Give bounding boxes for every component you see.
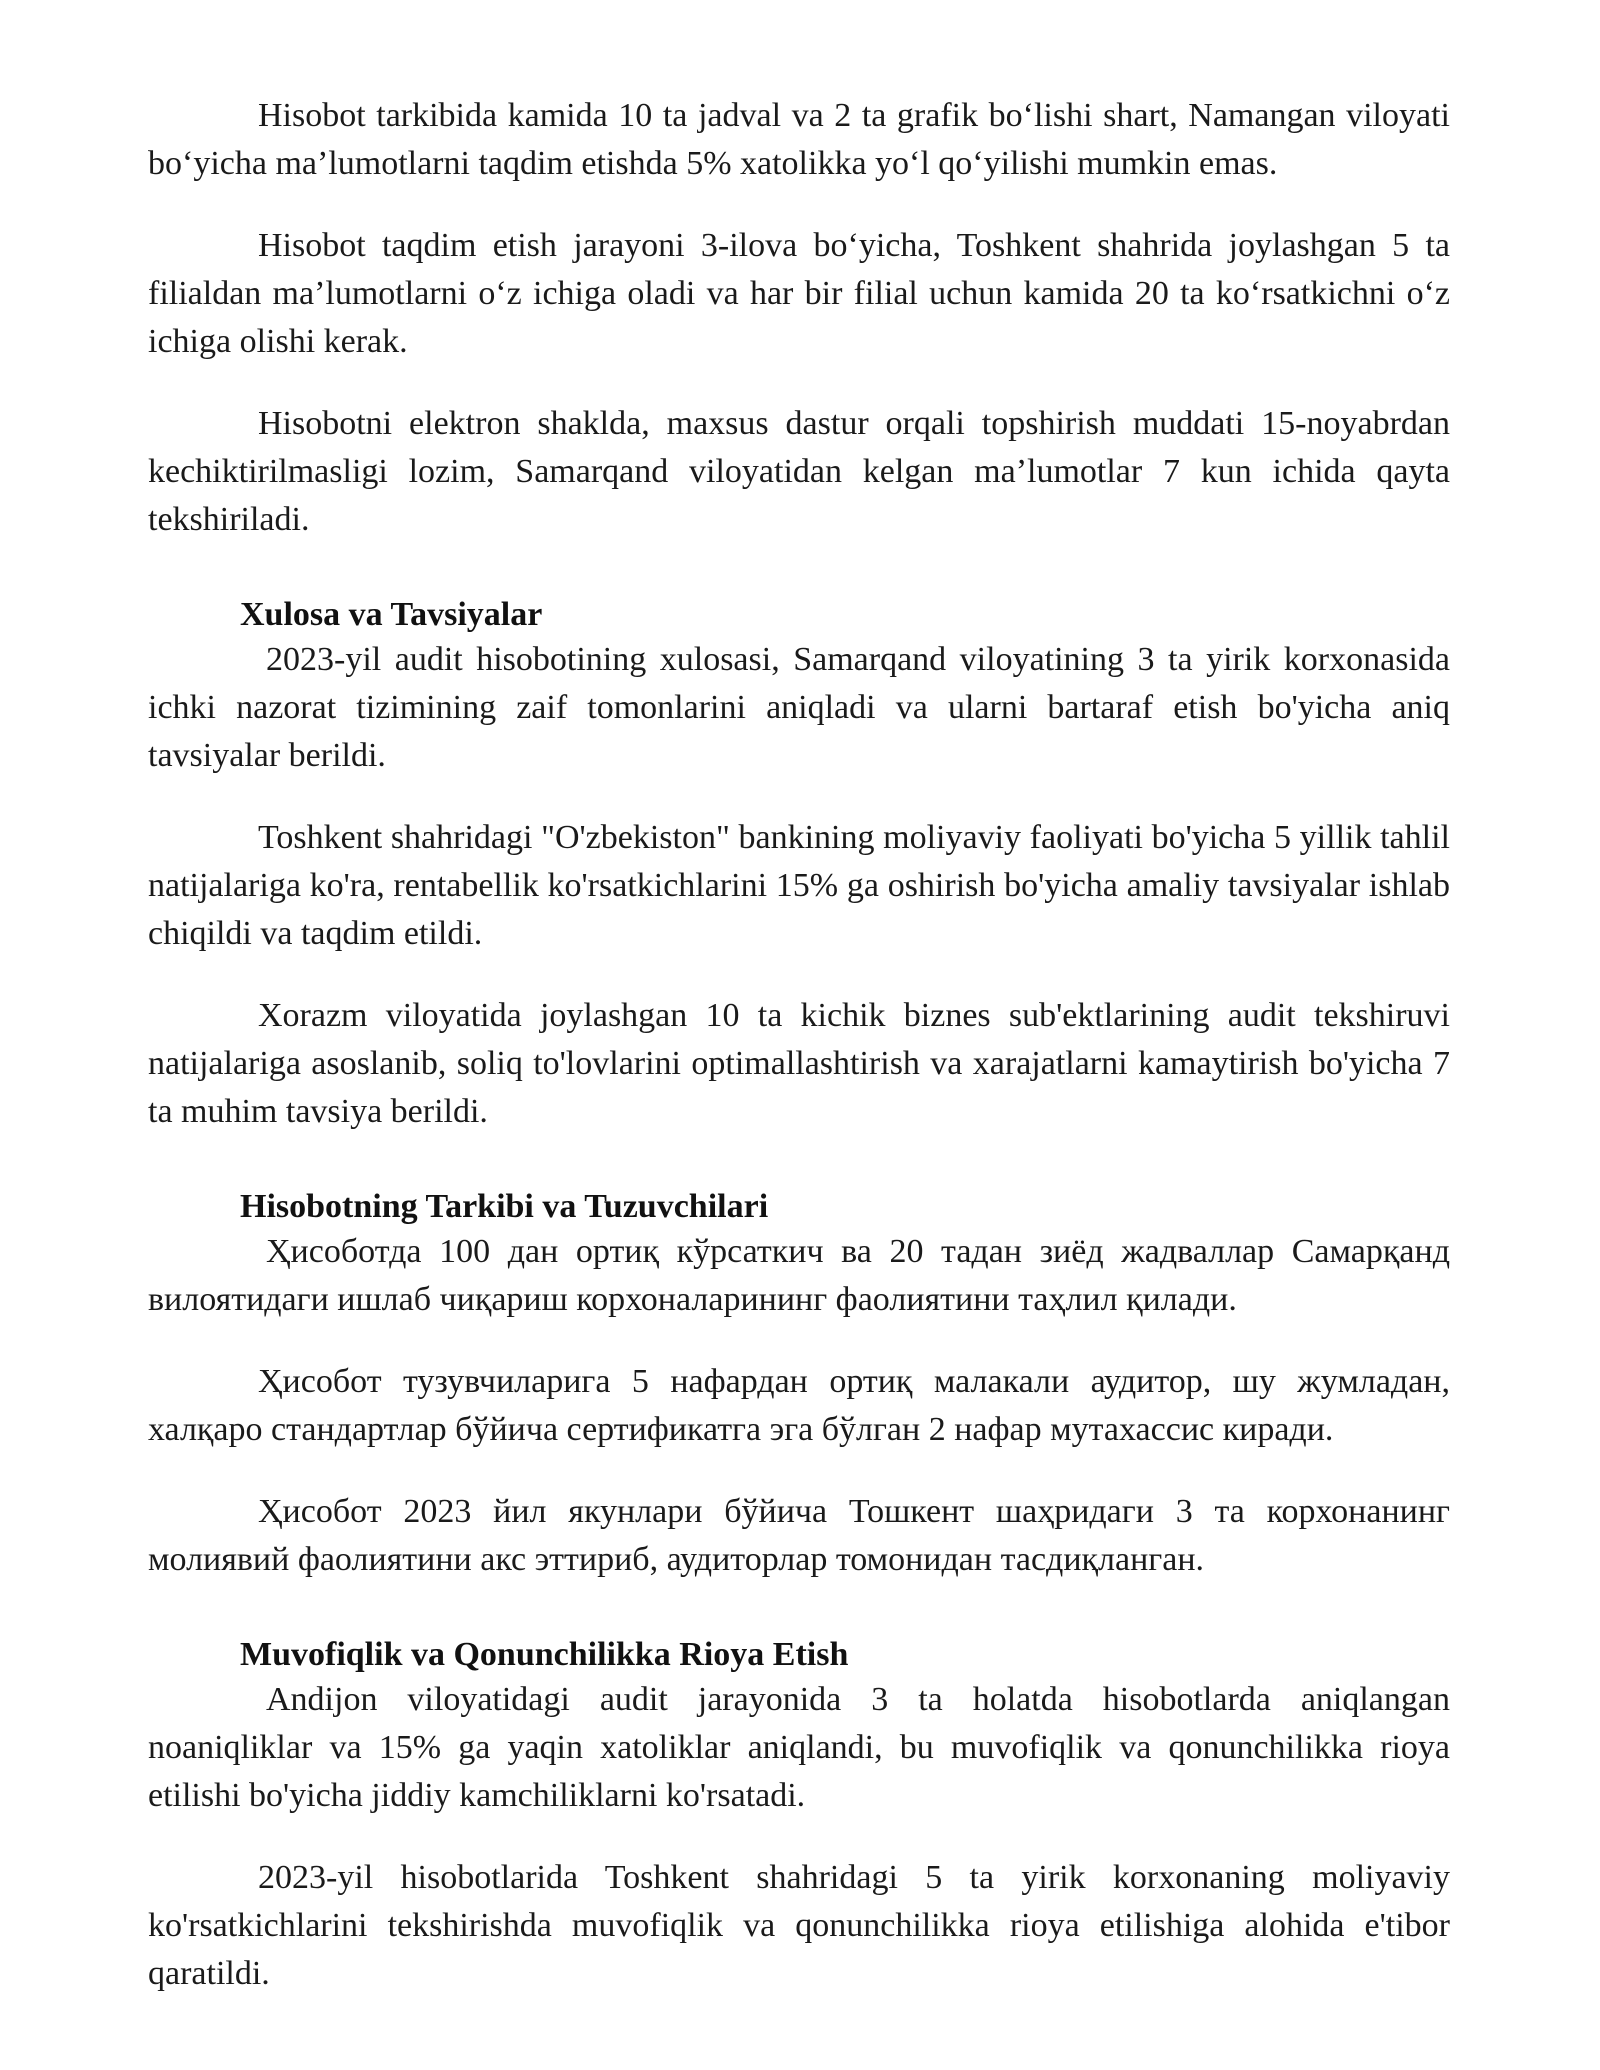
conclusions-paragraph-2: Toshkent shahridagi "O'zbekiston" bankining moliyaviy faoliyati bo'yicha 5 yillik tahlil natijalariga ko'ra, rentabellik ko'rsatkichlarini 15% ga oshirish bo'yicha amaliy tavsiyalar ishlab chiqildi va taqdim etildi. xyxy=(148,819,1450,952)
conclusions-paragraph-1: 2023-yil audit hisobotining xulosasi, Samarqand viloyatining 3 ta yirik korxonasida ichki nazorat tizimining zaif tomonlarini aniqladi va ularni bartaraf etish bo'yicha aniq tavsiyalar berildi. xyxy=(148,641,1450,774)
section-heading-compliance: Muvofiqlik va Qonunchilikka Rioya Etish xyxy=(240,1636,849,1673)
intro-paragraph-1: Hisobot tarkibida kamida 10 ta jadval va 2 ta grafik bo‘lishi shart, Namangan viloyati bo‘yicha ma’lumotlarni taqdim etishda 5% xatolikka yo‘l qo‘yilishi mumkin emas. xyxy=(148,97,1450,182)
intro-paragraph-2: Hisobot taqdim etish jarayoni 3-ilova bo‘yicha, Toshkent shahrida joylashgan 5 ta filialdan ma’lumotlarni o‘z ichiga oladi va har bir filial uchun kamida 20 ta ko‘rsatkichni o‘z ichiga olishi kerak. xyxy=(148,227,1450,360)
document-body xyxy=(148,92,1450,2032)
structure-paragraph-1: Ҳисоботда 100 дан ортиқ кўрсаткич ва 20 тадан зиёд жадваллар Самарқанд вилоятидаги ишлаб чиқариш корхоналарининг фаолиятини таҳлил қилади. xyxy=(148,1233,1450,1318)
section-heading-structure: Hisobotning Tarkibi va Tuzuvchilari xyxy=(240,1188,769,1225)
structure-paragraph-3: Ҳисобот 2023 йил якунлари бўйича Тошкент шаҳридаги 3 та корхонанинг молиявий фаолиятини акс эттириб, аудиторлар томонидан тасдиқланган. xyxy=(148,1493,1450,1578)
compliance-paragraph-1: Andijon viloyatidagi audit jarayonida 3 ta holatda hisobotlarda aniqlangan noaniqliklar va 15% ga yaqin xatoliklar aniqlandi, bu muvofiqlik va qonunchilikka rioya etilishi bo'yicha jiddiy kamchiliklarni ko'rsatadi. xyxy=(148,1681,1450,1814)
compliance-paragraph-2: 2023-yil hisobotlarida Toshkent shahridagi 5 ta yirik korxonaning moliyaviy ko'rsatkichlarini tekshirishda muvofiqlik va qonunchilikka rioya etilishiga alohida e'tibor qaratildi. xyxy=(148,1859,1450,1992)
section-heading-conclusions: Xulosa va Tavsiyalar xyxy=(240,596,543,633)
structure-paragraph-2: Ҳисобот тузувчиларига 5 нафардан ортиқ малакали аудитор, шу жумладан, халқаро стандартлар бўйича сертификатга эга бўлган 2 нафар мутахассис киради. xyxy=(148,1363,1450,1448)
intro-paragraph-3: Hisobotni elektron shaklda, maxsus dastur orqali topshirish muddati 15-noyabrdan kechiktirilmasligi lozim, Samarqand viloyatidan kelgan ma’lumotlar 7 kun ichida qayta tekshiriladi. xyxy=(148,405,1450,538)
conclusions-paragraph-3: Xorazm viloyatida joylashgan 10 ta kichik biznes sub'ektlarining audit tekshiruvi natijalariga asoslanib, soliq to'lovlarini optimallashtirish va xarajatlarni kamaytirish bo'yicha 7 ta muhim tavsiya berildi. xyxy=(148,997,1450,1130)
